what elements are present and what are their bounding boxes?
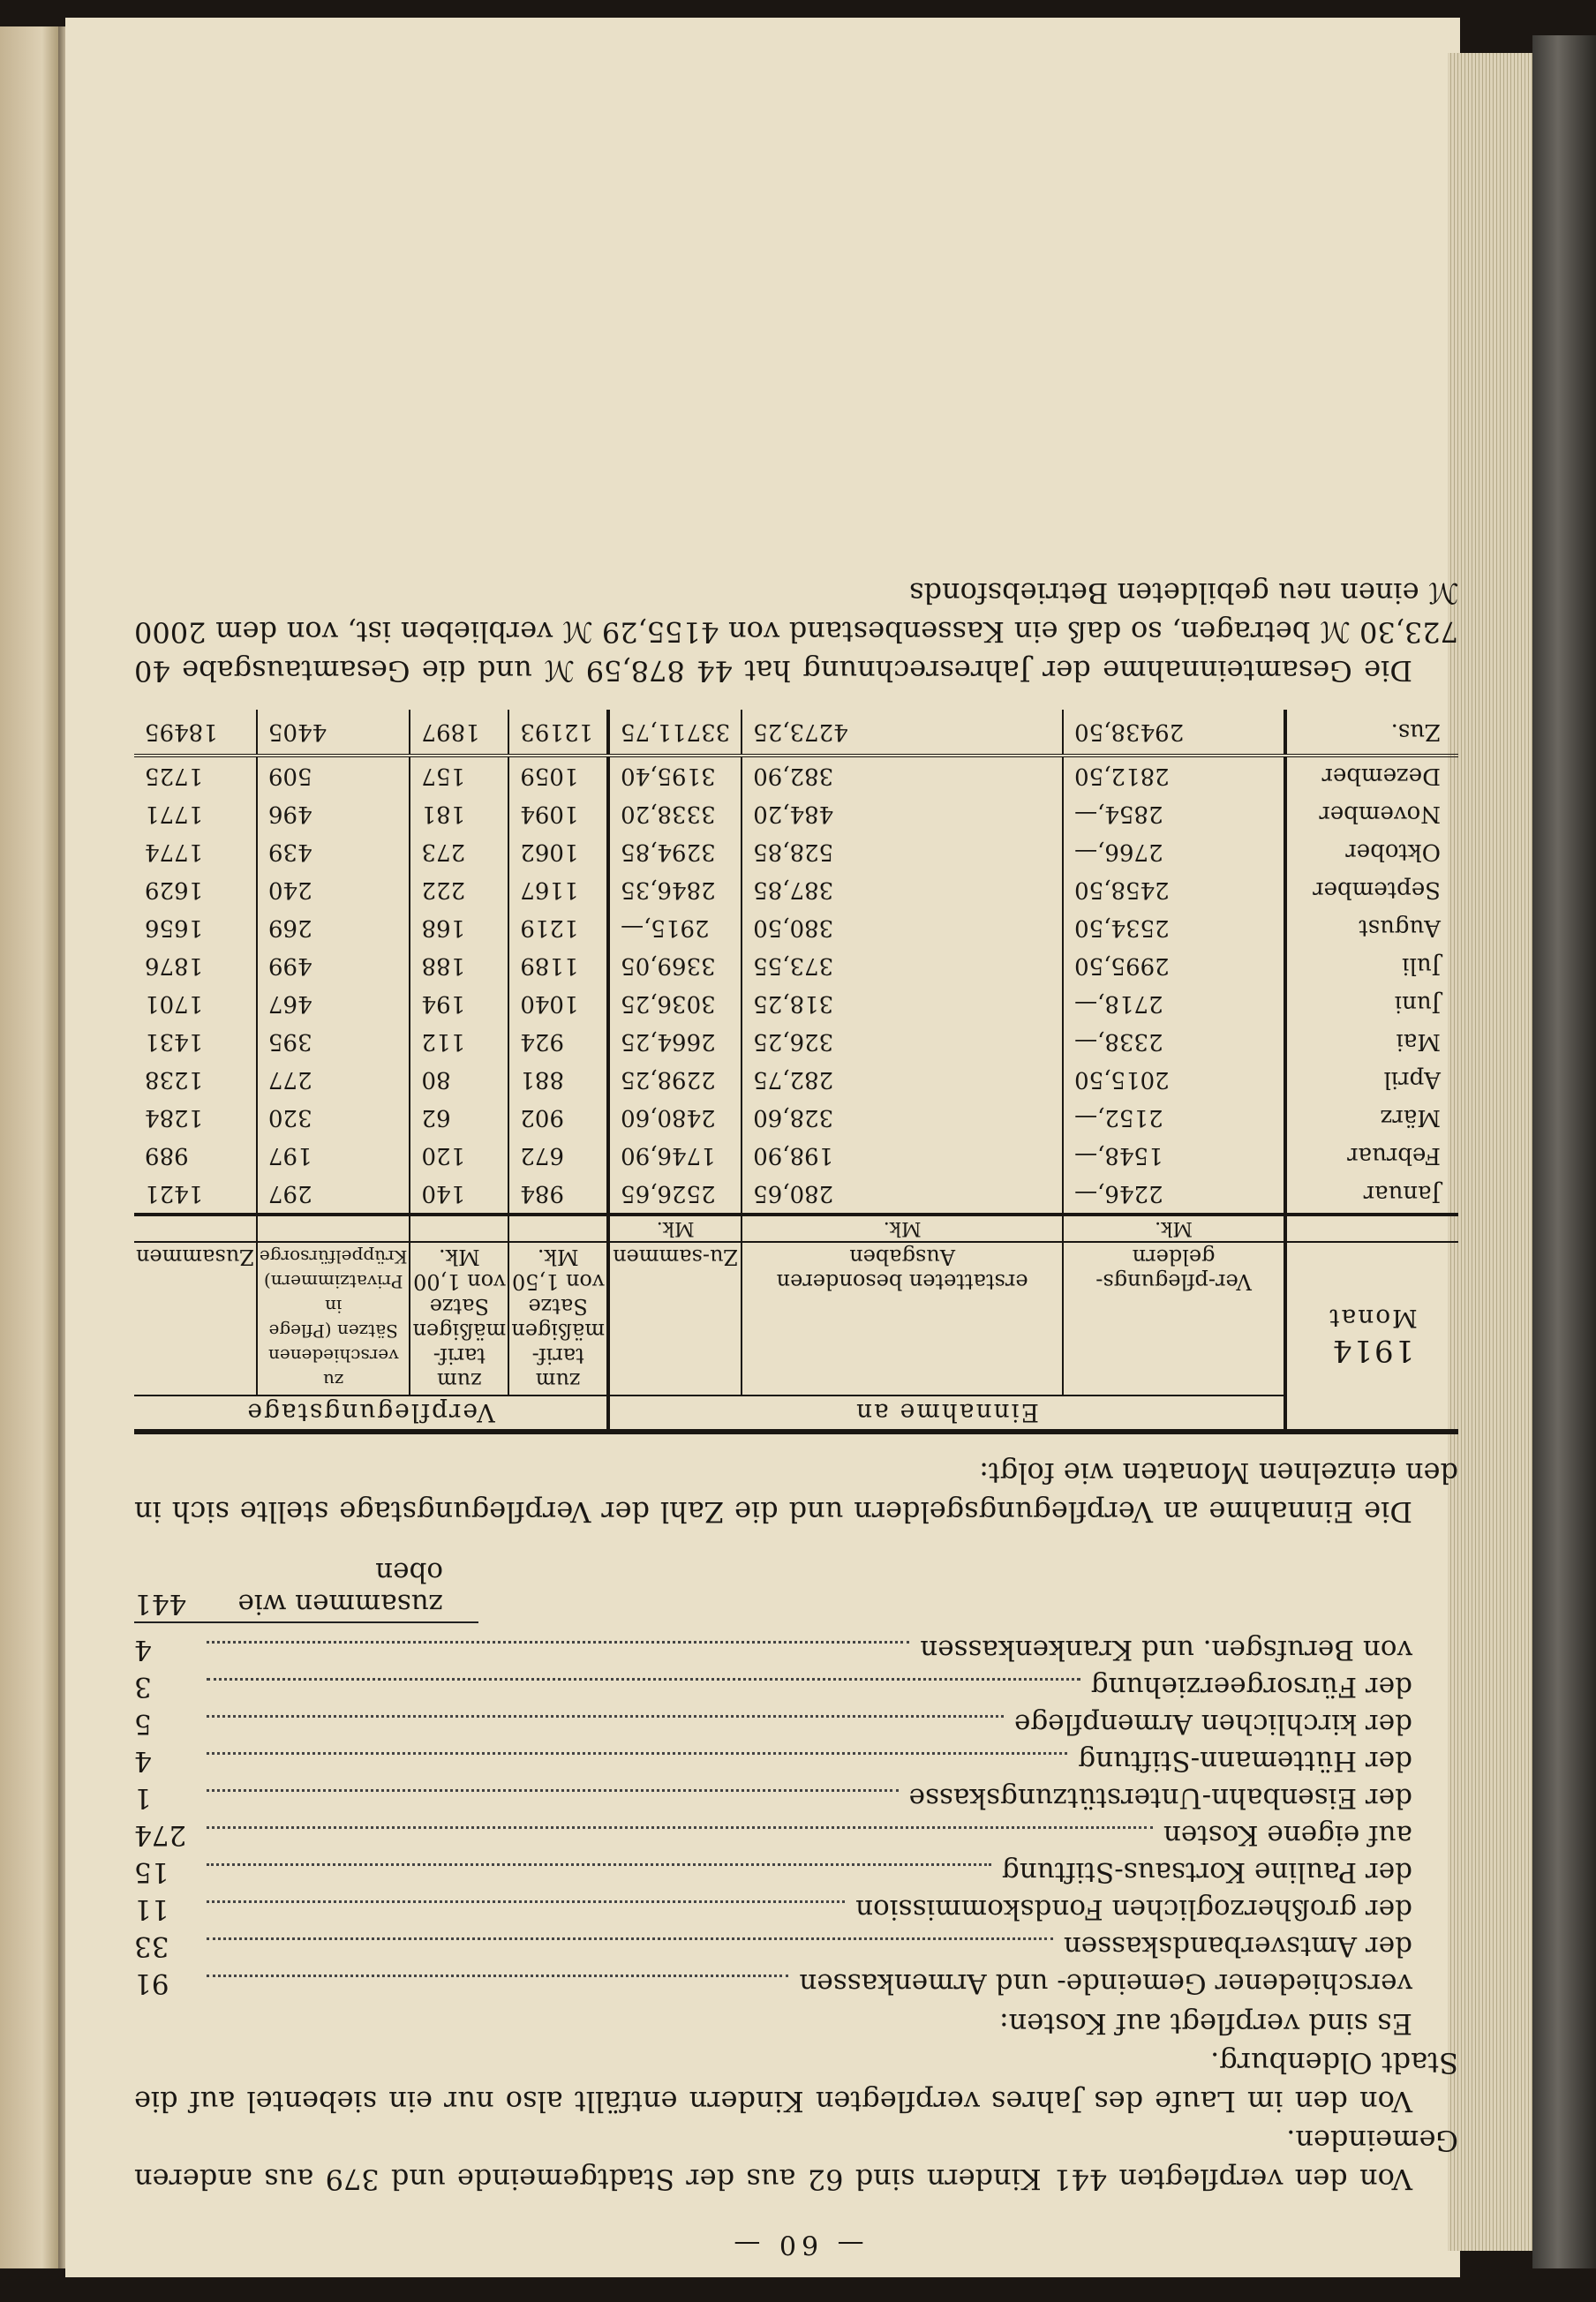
list-item: der Eisenbahn-Unterstützungskasse 1 (134, 1782, 1412, 1814)
col-header: zu verschiedenen Sätzen (Pflege in Privatzimmern) Krüppelfürsorge (257, 1242, 410, 1395)
table-column-headers (134, 1242, 1458, 1395)
table-row: Juli 2995,50 373,55 3369,05 1189 188 499 1876 (134, 947, 1458, 985)
table-row: August 2534,50 380,50 2915,— 1219 168 269 1656 (134, 909, 1458, 947)
closing-paragraph: Die Gesamteinnahme der Jahresrechnung hat 44 878,59 ℳ und die Gesamtausgabe 40 723,30 ℳ betragen, so daß ein Kassenbestand von 4155,29 ℳ verblieben ist, von dem 2000 ℳ einen neu gebildeten Betriebsfonds (134, 576, 1458, 688)
paragraph-origin: Von den verpflegten 441 Kindern sind 62 aus der Stadtgemeinde und 379 aus anderen Gemeinden. (134, 2124, 1458, 2196)
table-row: Dezember 2812,50 382,90 3195,40 1059 157 509 1725 (134, 756, 1458, 795)
table-row: Mai 2338,— 326,25 2664,25 924 112 395 1431 (134, 1023, 1458, 1061)
list-item: der Hüttemann-Stiftung 4 (134, 1745, 1412, 1777)
col-header: Zu-sammen (608, 1242, 742, 1395)
list-item: verschiedener Gemeinde- und Armenkassen 91 (134, 1967, 1412, 1999)
table-group-header (134, 1395, 1458, 1432)
paragraph-costs-intro: Es sind verpflegt auf Kosten: (998, 2007, 1412, 2041)
body-text (134, 2005, 1458, 2199)
list-item: von Berufsgen. und Krankenkassen 4 (134, 1634, 1412, 1666)
list-item: auf eigene Kosten 274 (134, 1819, 1412, 1851)
col-header: Zusammen (134, 1242, 257, 1395)
table-row: Juni 2718,— 318,25 3036,25 1040 194 467 1701 (134, 985, 1458, 1023)
list-item: der Amtsverbandskassen 33 (134, 1930, 1412, 1962)
book-cover (1532, 35, 1596, 2268)
list-item: der Pauline Kortsaus-Stiftung 15 (134, 1856, 1412, 1888)
col-header: Ver-pflegungs-geldern (1063, 1242, 1285, 1395)
paragraph-share: Von den im Laufe des Jahres verpflegten Kindern entfällt also nur ein siebentel auf die Stadt Oldenburg. (134, 2046, 1458, 2118)
table-sum-row: Zus. 29438,50 4273,25 33711,75 12193 1897 4405 18495 (134, 710, 1458, 756)
year-month-header: 1914 Monat (1285, 1242, 1458, 1432)
monthly-table (134, 710, 1458, 1434)
table-row: November 2854,— 484,20 3338,20 1094 181 496 1771 (134, 795, 1458, 833)
page-edges (1448, 53, 1532, 2251)
table-intro: Die Einnahme an Verpflegungsgeldern und die Zahl der Verpflegungstage stellte sich in den einzelnen Monaten wie folgt: (134, 1456, 1458, 1529)
list-item: der großherzoglichen Fondskommission 11 (134, 1893, 1412, 1925)
cost-bearer-list (134, 1556, 1458, 1999)
table-row: April 2015,50 282,75 2298,25 881 80 277 1238 (134, 1061, 1458, 1099)
page-content-rotated (134, 159, 1458, 2277)
table-row: Januar 2246,— 280,65 2526,65 984 140 297 1421 (134, 1175, 1458, 1215)
table-unit-row: Mk. Mk. Mk. (134, 1215, 1458, 1242)
list-item: der kirchlichen Armenpflege 5 (134, 1708, 1412, 1740)
col-header: zum tarif-mäßigen Satze von 1,50 Mk. (508, 1242, 608, 1395)
days-group-header: Verpflegungstage (134, 1395, 608, 1432)
page-number: — 60 — (728, 2229, 864, 2260)
table-row: September 2458,50 387,85 2846,35 1167 222 240 1629 (134, 871, 1458, 909)
income-group-header: Einnahme an (608, 1395, 1285, 1432)
left-page-edge (0, 26, 60, 2268)
list-item: der Fürsorgeerziehung 3 (134, 1671, 1412, 1703)
table-row: Oktober 2766,— 528,85 3294,85 1062 273 439 1774 (134, 833, 1458, 871)
col-header: zum tarif-mäßigen Satze von 1,00 Mk. (410, 1242, 509, 1395)
cost-total: zusammen wie oben 441 (134, 1556, 1458, 1623)
table-row: Februar 1548,— 198,90 1746,90 672 120 197 989 (134, 1137, 1458, 1175)
table-row: März 2152,— 328,60 2480,60 902 62 320 1284 (134, 1099, 1458, 1137)
col-header: erstatteten besonderen Ausgaben (742, 1242, 1063, 1395)
